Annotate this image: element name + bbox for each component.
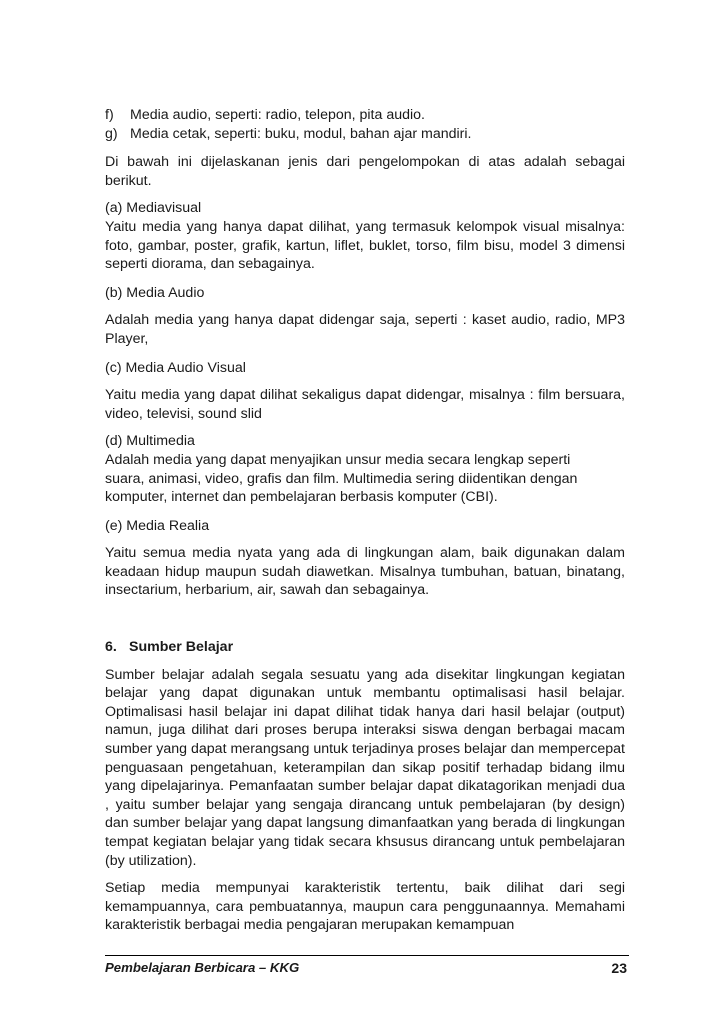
list-marker: g) (105, 125, 118, 142)
media-c-body: Yaitu media yang dapat dilihat sekaligus dapat didengar, misalnya : film bersuara, video, televisi, sound slid (105, 387, 625, 422)
section-paragraph: Setiap media mempunyai karakteristik tertentu, baik dilihat dari segi kemampuannya, cara pembuatannya, maupun cara penggunaannya. Memahami karakteristik berbagai media pengajaran merupakan kemampuan (105, 880, 625, 934)
footer-title: Pembelajaran Berbicara – KKG (105, 960, 300, 975)
media-e-heading: (e) Media Realia (105, 517, 210, 534)
media-b-body: Adalah media yang hanya dapat didengar saja, seperti : kaset audio, radio, MP3 Player, (105, 312, 625, 347)
media-d-line: Adalah media yang dapat menyajikan unsur media secara lengkap seperti (105, 451, 571, 468)
media-b-heading: (b) Media Audio (105, 284, 205, 301)
media-a-heading: (a) Mediavisual (105, 200, 202, 217)
media-e-body: Yaitu semua media nyata yang ada di lingkungan alam, baik digunakan dalam keadaan hidup maupun sudah diawetkan. Misalnya tumbuhan, batuan, binatang, insectarium, herbarium, air, sawah dan sebagainya. (105, 545, 625, 599)
page-footer (105, 955, 629, 976)
media-d-line: suara, animasi, video, grafis dan film. Multimedia sering diidentikan dengan (105, 470, 578, 487)
page-number: 23 (611, 960, 627, 976)
media-d-line: komputer, internet dan pembelajaran berbasis komputer (CBI). (105, 489, 498, 506)
intro-paragraph: Di bawah ini dijelaskanan jenis dari pengelompokan di atas adalah sebagai berikut. (105, 154, 625, 189)
section-number: 6. (105, 639, 117, 656)
section-title: Sumber Belajar (129, 639, 234, 656)
list-item-f (105, 106, 625, 125)
list-marker: f) (105, 107, 114, 123)
media-c-heading: (c) Media Audio Visual (105, 359, 246, 376)
list-item-text: Media audio, seperti: radio, telepon, pita audio. (130, 107, 425, 123)
section-heading (105, 638, 625, 657)
section-paragraph: Sumber belajar adalah segala sesuatu yang ada disekitar lingkungan kegiatan belajar yang dapat digunakan untuk membantu optimalisasi hasil belajar. Optimalisasi hasil belajar ini dapat dilihat tidak hanya dari hasil belajar (output) namun, juga dilihat dari proses berupa interaksi siswa dengan berbagai macam sumber yang dapat merangsang untuk terjadinya proses belajar dan mempercepat penguasaan pengetahuan, keterampilan dan sikap positif terhadap bidang ilmu yang dipelajarinya. Pemanfaatan sumber belajar dapat dikatagorikan menjadi dua , yaitu sumber belajar yang sengaja dirancang untuk pembelajaran (by design) dan sumber belajar yang dapat langsung dimanfaatkan yang berada di lingkungan tempat kegiatan belajar yang tidak secara khsusus dirancang untuk pembelajaran (by utilization). (105, 666, 625, 869)
media-d-heading: (d) Multimedia (105, 433, 195, 450)
list-item-g (105, 125, 625, 144)
list-item-text: Media cetak, seperti: buku, modul, bahan ajar mandiri. (130, 125, 472, 142)
page-body (105, 106, 625, 935)
media-a-body: Yaitu media yang hanya dapat dilihat, yang termasuk kelompok visual misalnya: foto, gambar, poster, grafik, kartun, liflet, buklet, torso, film bisu, model 3 dimensi seperti diorama, dan sebagainya. (105, 218, 625, 273)
